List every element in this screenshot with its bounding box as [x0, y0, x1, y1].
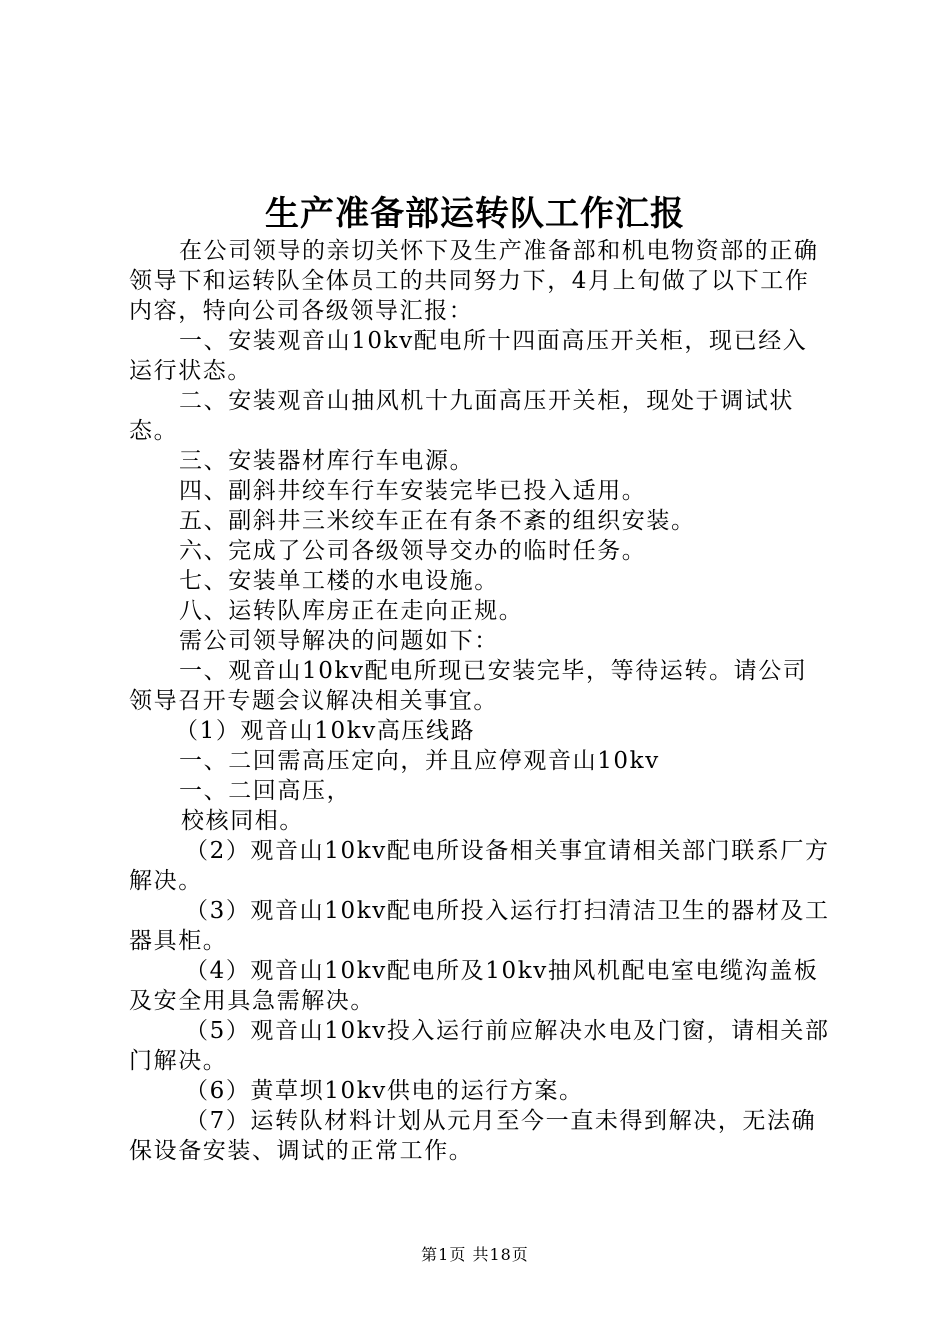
paragraph-issues-heading: 需公司领导解决的问题如下：: [179, 628, 499, 654]
paragraph-intro: 在公司领导的亲切关怀下及生产准备部和机电物资部的正确领导下和运转队全体员工的共同努力下，4月上旬做了以下工作内容，特向公司各级领导汇报：: [129, 238, 819, 324]
paragraph-sub-1: （1）观音山10kv高压线路: [175, 718, 476, 744]
paragraph-item-2: 二、安装观音山抽风机十九面高压开关柜，现处于调试状态。: [129, 388, 794, 444]
paragraph-sub-1-line-a: 一、二回需高压定向，并且应停观音山10kv: [179, 748, 660, 774]
paragraph-sub-1-line-b: 一、二回高压，: [179, 778, 352, 804]
paragraph-sub-4: （4）观音山10kv配电所及10kv抽风机配电室电缆沟盖板及安全用具急需解决。: [129, 958, 819, 1014]
paragraph-sub-7: （7）运转队材料计划从元月至今一直未得到解决，无法确保设备安装、调试的正常工作。: [129, 1108, 817, 1164]
document-body: [129, 236, 831, 1166]
paragraph-sub-5: （5）观音山10kv投入运行前应解决水电及门窗，请相关部门解决。: [129, 1018, 830, 1074]
paragraph-item-5: 五、副斜井三米绞车正在有条不紊的组织安装。: [179, 508, 696, 534]
paragraph-item-7: 七、安装单工楼的水电设施。: [179, 568, 499, 594]
paragraph-sub-2: （2）观音山10kv配电所设备相关事宜请相关部门联系厂方解决。: [129, 838, 830, 894]
paragraph-sub-6: （6）黄草坝10kv供电的运行方案。: [185, 1078, 584, 1104]
paragraph-item-4: 四、副斜井绞车行车安装完毕已投入适用。: [179, 478, 647, 504]
paragraph-item-1: 一、安装观音山10kv配电所十四面高压开关柜，现已经入运行状态。: [129, 328, 808, 384]
document-title: 生产准备部运转队工作汇报: [265, 194, 685, 234]
paragraph-sub-3: （3）观音山10kv配电所投入运行打扫清洁卫生的器材及工器具柜。: [129, 898, 830, 954]
paragraph-item-3: 三、安装器材库行车电源。: [179, 448, 475, 474]
page-footer: 第1页 共18页: [421, 1245, 529, 1264]
paragraph-item-8: 八、运转队库房正在走向正规。: [179, 598, 524, 624]
paragraph-issue-1: 一、观音山10kv配电所现已安装完毕，等待运转。请公司领导召开专题会议解决相关事宜。: [129, 658, 808, 714]
paragraph-sub-1-line-c: 校核同相。: [181, 808, 304, 834]
paragraph-item-6: 六、完成了公司各级领导交办的临时任务。: [179, 538, 647, 564]
